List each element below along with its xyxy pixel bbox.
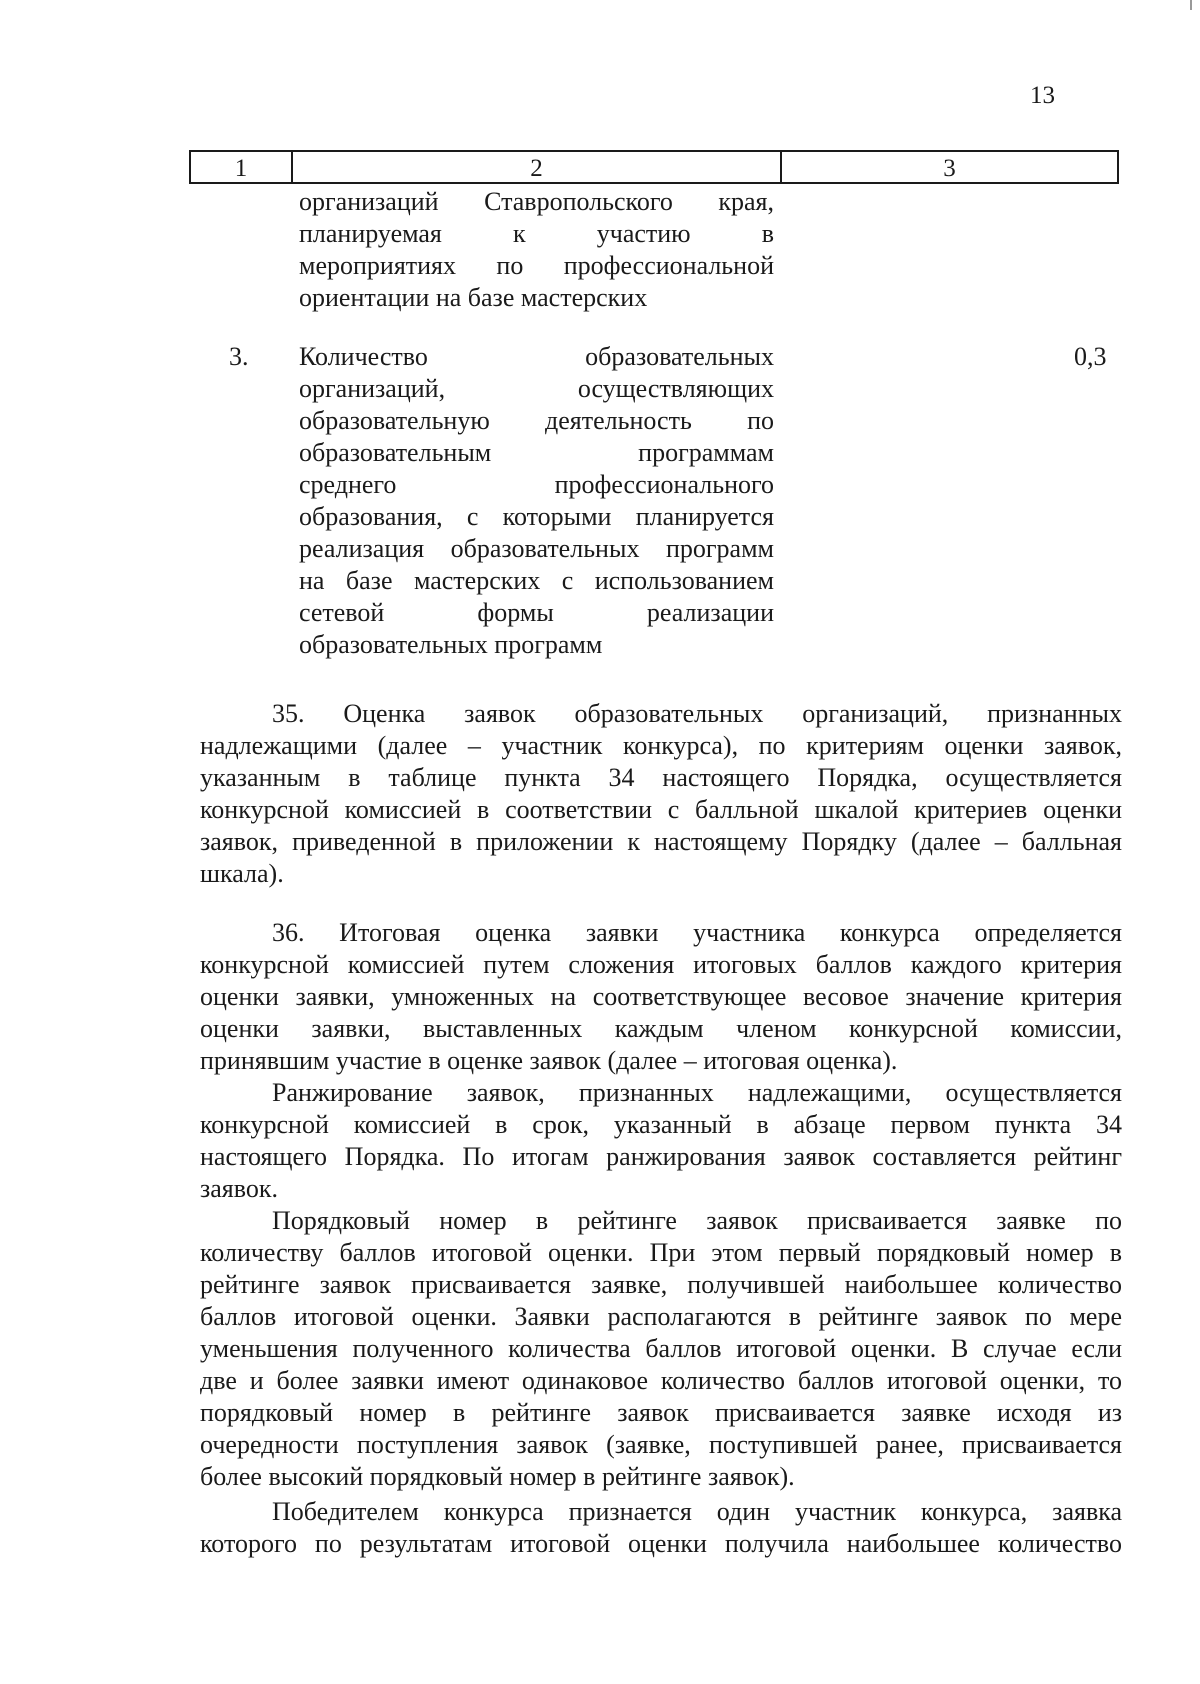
criterion-line: мероприятиях по профессиональной — [299, 251, 774, 280]
paragraph-line: настоящего Порядка. По итогам ранжирования заявок составляется рейтинг — [200, 1142, 1122, 1171]
paragraph-line: указанным в таблице пункта 34 настоящего Порядка, осуществляется — [200, 763, 1122, 792]
paragraph-line: оценки заявки, умноженных на соответствующее весовое значение критерия — [200, 982, 1122, 1011]
criterion-line: образовательным программам — [299, 438, 774, 467]
scan-mark — [1190, 0, 1192, 10]
row-number: 3. — [229, 342, 249, 371]
paragraph-line: баллов итоговой оценки. Заявки располагаются в рейтинге заявок по мере — [200, 1302, 1122, 1331]
paragraph-line: две и более заявки имеют одинаковое количество баллов итоговой оценки, то — [200, 1366, 1122, 1395]
criterion-line: реализация образовательных программ — [299, 534, 774, 563]
paragraph-line: которого по результатам итоговой оценки получила наибольшее количество — [200, 1529, 1122, 1558]
paragraph-line: Порядковый номер в рейтинге заявок присваивается заявке по — [272, 1206, 1122, 1235]
paragraph-line: Ранжирование заявок, признанных надлежащими, осуществляется — [272, 1078, 1122, 1107]
paragraph-ranking — [200, 1077, 1122, 1205]
criterion-text — [299, 186, 774, 314]
criterion-line: среднего профессионального — [299, 470, 774, 499]
paragraph-order-number — [200, 1205, 1122, 1493]
paragraph-line: уменьшения полученного количества баллов итоговой оценки. В случае если — [200, 1334, 1122, 1363]
table-header-col-1: 1 — [191, 152, 293, 182]
criterion-line: на базе мастерских с использованием — [299, 566, 774, 595]
criterion-text — [299, 341, 774, 661]
paragraph-line: принявшим участие в оценке заявок (далее – итоговая оценка). — [200, 1046, 898, 1075]
criterion-line: образовательных программ — [299, 630, 603, 659]
paragraph-line: конкурсной комиссией в соответствии с балльной шкалой критериев оценки — [200, 795, 1122, 824]
paragraph-36 — [200, 917, 1122, 1077]
criterion-weight: 0,3 — [1074, 342, 1107, 371]
paragraph-line: заявок, приведенной в приложении к настоящему Порядку (далее – балльная — [200, 827, 1122, 856]
paragraph-line: более высокий порядковый номер в рейтинге заявок). — [200, 1462, 795, 1491]
paragraph-line: очередности поступления заявок (заявке, поступившей ранее, присваивается — [200, 1430, 1122, 1459]
paragraph-line: шкала). — [200, 859, 284, 888]
criterion-line: организаций Ставропольского края, — [299, 187, 774, 216]
table-header-col-3: 3 — [943, 155, 956, 182]
paragraph-line: надлежащими (далее – участник конкурса), по критериям оценки заявок, — [200, 731, 1122, 760]
paragraph-line: порядковый номер в рейтинге заявок присваивается заявке исходя из — [200, 1398, 1122, 1427]
paragraph-winner — [200, 1496, 1122, 1560]
criterion-line: планируемая к участию в — [299, 219, 774, 248]
page-number: 13 — [1030, 82, 1055, 109]
criterion-line: организаций, осуществляющих — [299, 374, 774, 403]
criterion-line: Количество образовательных — [299, 342, 774, 371]
criterion-line: образования, с которыми планируется — [299, 502, 774, 531]
paragraph-35 — [200, 698, 1122, 890]
paragraph-line: конкурсной комиссией путем сложения итоговых баллов каждого критерия — [200, 950, 1122, 979]
criterion-line: сетевой формы реализации — [299, 598, 774, 627]
criterion-line: ориентации на базе мастерских — [299, 283, 648, 312]
table-header-row — [189, 150, 1119, 184]
paragraph-line: рейтинге заявок присваивается заявке, получившей наибольшее количество — [200, 1270, 1122, 1299]
paragraph-line: оценки заявки, выставленных каждым членом конкурсной комиссии, — [200, 1014, 1122, 1043]
paragraph-line: 35. Оценка заявок образовательных организаций, признанных — [272, 699, 1122, 728]
paragraph-line: Победителем конкурса признается один участник конкурса, заявка — [272, 1497, 1122, 1526]
paragraph-line: заявок. — [200, 1174, 278, 1203]
paragraph-line: количеству баллов итоговой оценки. При этом первый порядковый номер в — [200, 1238, 1122, 1267]
criterion-line: образовательную деятельность по — [299, 406, 774, 435]
paragraph-line: 36. Итоговая оценка заявки участника конкурса определяется — [272, 918, 1122, 947]
table-header-col-2: 2 — [293, 152, 782, 182]
paragraph-line: конкурсной комиссией в срок, указанный в абзаце первом пункта 34 — [200, 1110, 1122, 1139]
